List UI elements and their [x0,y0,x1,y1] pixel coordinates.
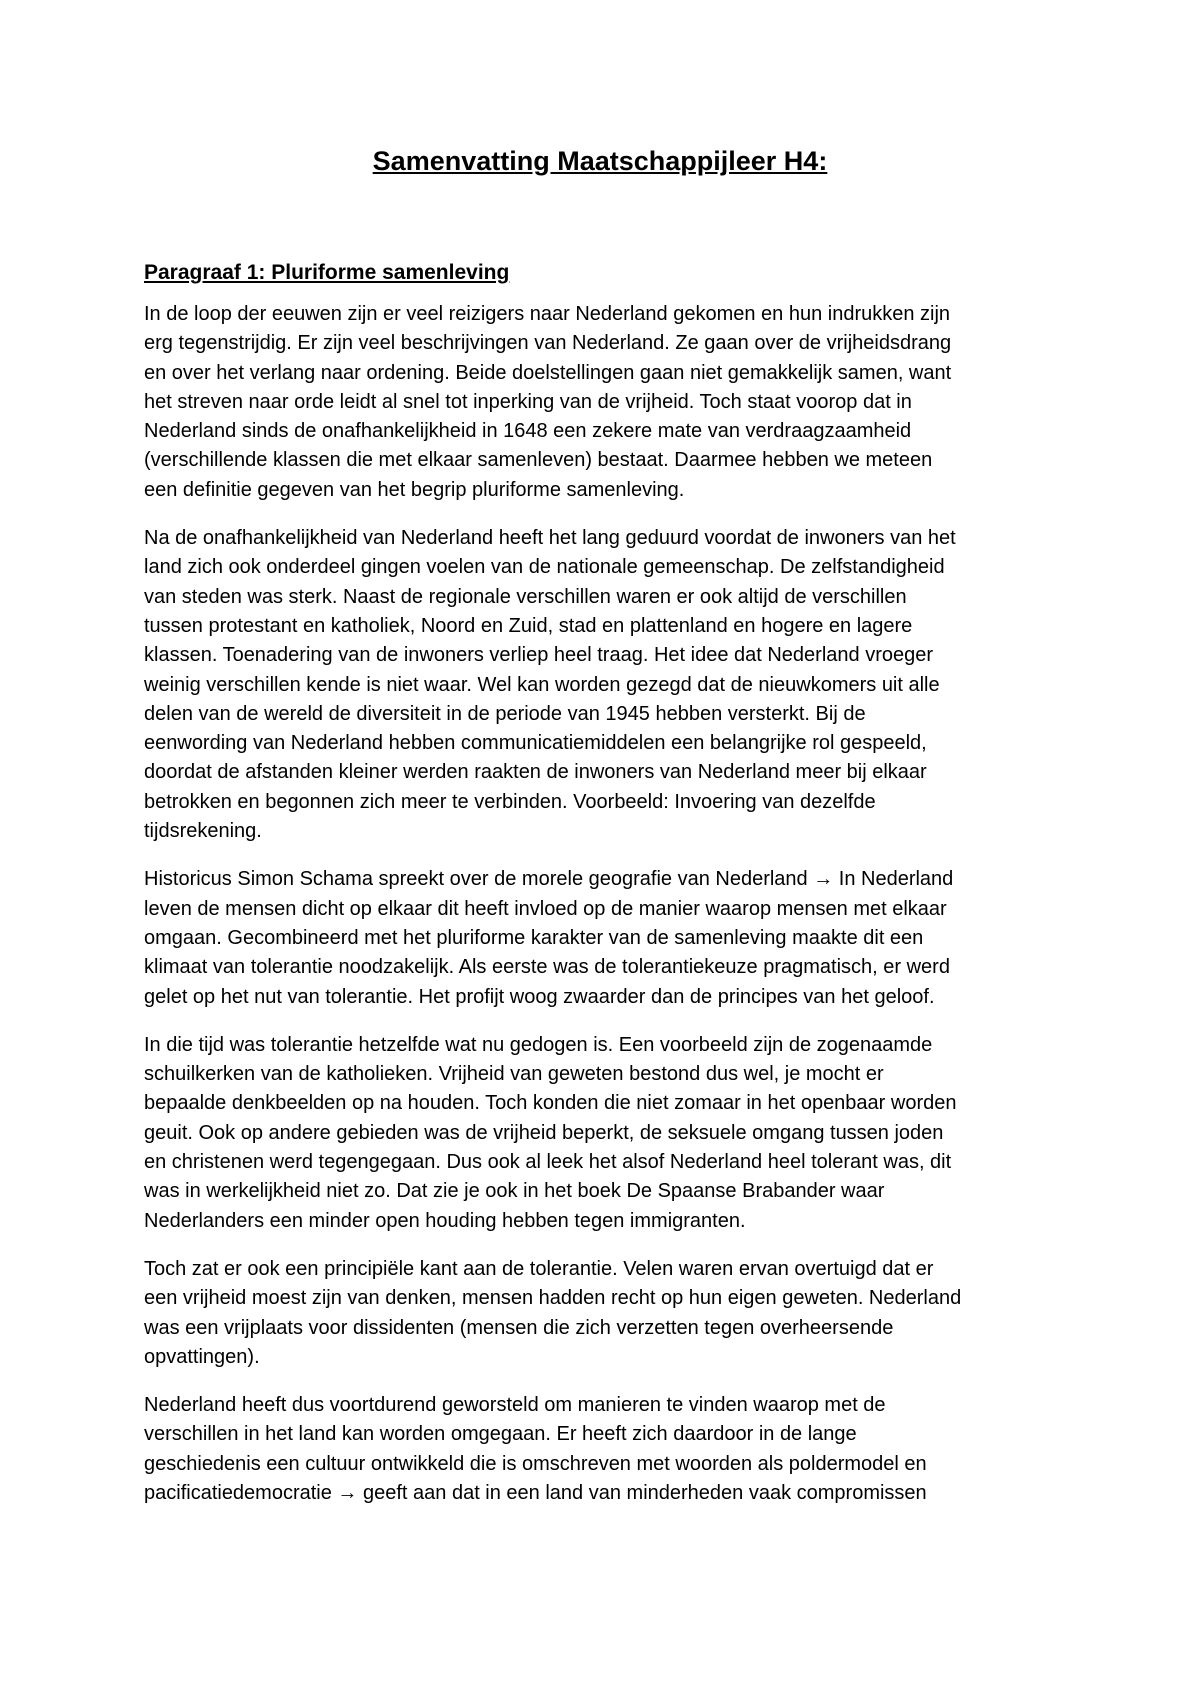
text-line: land zich ook onderdeel gingen voelen van de nationale gemeenschap. De zelfstandigheid [144,556,945,579]
text-line: opvattingen). [144,1345,260,1368]
text-line: klimaat van tolerantie noodzakelijk. Als eerste was de tolerantiekeuze pragmatisch, er werd [144,956,950,979]
text-line: klassen. Toenadering van de inwoners verliep heel traag. Het idee dat Nederland vroeger [144,644,934,667]
text-line: Nederlanders een minder open houding hebben tegen immigranten. [144,1209,746,1232]
text-line: schuilkerken van de katholieken. Vrijheid van geweten bestond dus wel, je mocht er [144,1063,884,1086]
text-line: geuit. Ook op andere gebieden was de vrijheid beperkt, de seksuele omgang tussen joden [144,1121,944,1144]
paragraph-5 [144,1255,1064,1372]
text-line: bepaalde denkbeelden op na houden. Toch konden die niet zomaar in het openbaar worden [144,1092,957,1115]
text-line: eenwording van Nederland hebben communicatiemiddelen een belangrijke rol gespeeld, [144,732,927,755]
text-line: was in werkelijkheid niet zo. Dat zie je ook in het boek De Spaanse Brabander waar [144,1180,885,1203]
text-line: was een vrijplaats voor dissidenten (mensen die zich verzetten tegen overheersende [144,1316,894,1339]
text-line: geschiedenis een cultuur ontwikkeld die is omschreven met woorden als poldermodel en [144,1452,927,1475]
text-line: een vrijheid moest zijn van denken, mensen hadden recht op hun eigen geweten. Nederland [144,1287,962,1310]
document-body [144,258,1064,1527]
document-title: Samenvatting Maatschappijleer H4: [372,146,828,176]
paragraph-6 [144,1391,1064,1508]
text-line: gelet op het nut van tolerantie. Het profijt woog zwaarder dan de principes van het geloof. [144,985,935,1008]
text-line: Na de onafhankelijkheid van Nederland heeft het lang geduurd voordat de inwoners van het [144,527,956,550]
text-line: verschillen in het land kan worden omgegaan. Er heeft zich daardoor in de lange [144,1423,857,1446]
text-line: tussen protestant en katholiek, Noord en Zuid, stad en plattenland en hogere en lagere [144,614,913,637]
text-line: weinig verschillen kende is niet waar. Wel kan worden gezegd dat de nieuwkomers uit alle [144,673,940,696]
text-line: (verschillende klassen die met elkaar samenleven) bestaat. Daarmee hebben we meteen [144,449,933,472]
text-line: betrokken en begonnen zich meer te verbinden. Voorbeeld: Invoering van dezelfde [144,790,876,813]
text-line: In de loop der eeuwen zijn er veel reizigers naar Nederland gekomen en hun indrukken zijn [144,303,951,325]
text-line: doordat de afstanden kleiner werden raakten de inwoners van Nederland meer bij elkaar [144,761,927,784]
paragraph-4 [144,1031,1064,1236]
text-line: omgaan. Gecombineerd met het pluriforme karakter van de samenleving maakte dit een [144,926,924,949]
text-line: Nederland sinds de onafhankelijkheid in 1648 een zekere mate van verdraagzaamheid [144,420,912,443]
paragraph-3 [144,865,1064,1011]
text-line: pacificatiedemocratie → geeft aan dat in een land van minderheden vaak compromissen [144,1481,927,1504]
text-line: Historicus Simon Schama spreekt over de morele geografie van Nederland → In Nederland [144,868,954,891]
text-line: Toch zat er ook een principiële kant aan de tolerantie. Velen waren ervan overtuigd dat er [144,1257,934,1280]
text-line: en over het verlang naar ordening. Beide doelstellingen gaan niet gemakkelijk samen, want [144,361,952,384]
text-line: Nederland heeft dus voortdurend geworsteld om manieren te vinden waarop met de [144,1394,886,1417]
section-heading: Paragraaf 1: Pluriforme samenleving [144,261,510,284]
text-line: erg tegenstrijdig. Er zijn veel beschrijvingen van Nederland. Ze gaan over de vrijheidsdrang [144,332,952,355]
text-line: leven de mensen dicht op elkaar dit heeft invloed op de manier waarop mensen met elkaar [144,897,947,920]
text-line: het streven naar orde leidt al snel tot inperking van de vrijheid. Toch staat voorop dat in [144,390,912,413]
paragraph-2 [144,524,1064,846]
text-line: en christenen werd tegengegaan. Dus ook al leek het alsof Nederland heel tolerant was, dit [144,1151,952,1174]
paragraph-1 [144,300,1064,505]
text-line: tijdsrekening. [144,820,262,843]
text-line: een definitie gegeven van het begrip pluriforme samenleving. [144,478,685,501]
text-line: In die tijd was tolerantie hetzelfde wat nu gedogen is. Een voorbeeld zijn de zogenaamde [144,1033,933,1056]
text-line: delen van de wereld de diversiteit in de periode van 1945 hebben versterkt. Bij de [144,702,866,725]
text-line: van steden was sterk. Naast de regionale verschillen waren er ook altijd de verschillen [144,585,907,608]
